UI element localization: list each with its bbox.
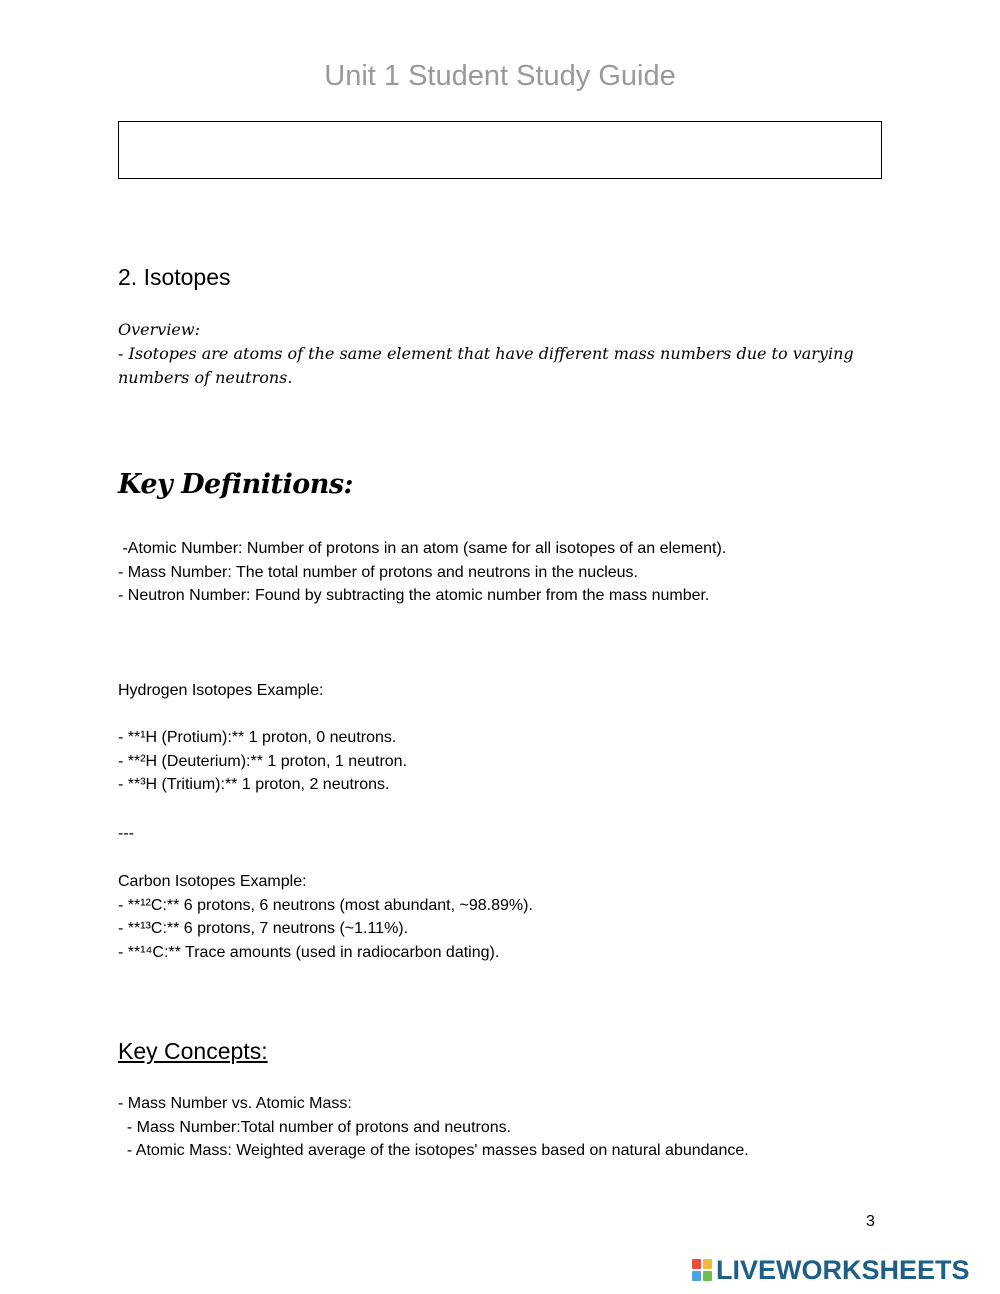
logo-tile [703, 1259, 712, 1269]
carbon-isotope-item: - **¹²C:** 6 protons, 6 neutrons (most abundant, ~98.89%). [118, 896, 533, 914]
concepts-list [118, 1092, 918, 1163]
answer-text-box[interactable] [118, 121, 882, 179]
concept-item: - Atomic Mass: Weighted average of the isotopes' masses based on natural abundance. [118, 1142, 749, 1160]
page-number: 3 [866, 1213, 875, 1230]
definition-item: - Neutron Number: Found by subtracting the atomic number from the mass number. [118, 587, 710, 605]
page-header-title: Unit 1 Student Study Guide [324, 60, 676, 92]
brand-wordmark: LIVEWORKSHEETS [716, 1254, 970, 1285]
separator-line [118, 822, 918, 846]
concept-item: - Mass Number vs. Atomic Mass: [118, 1095, 352, 1112]
key-definitions-heading: Key Definitions: [118, 469, 354, 500]
hydrogen-isotope-item: - **¹H (Protium):** 1 proton, 0 neutrons. [118, 729, 397, 747]
overview-block [118, 318, 878, 390]
key-concepts-heading: Key Concepts: [118, 1038, 268, 1064]
concept-item: - Mass Number:Total number of protons and neutrons. [118, 1118, 512, 1136]
liveworksheets-brand [692, 1254, 970, 1286]
carbon-isotope-item: - **¹³C:** 6 protons, 7 neutrons (~1.11%). [118, 920, 409, 938]
blank-line [118, 703, 918, 727]
section-heading: 2. Isotopes [118, 264, 231, 290]
carbon-example-title: Carbon Isotopes Example: [118, 873, 307, 890]
hydrogen-isotope-item: - **²H (Deuterium):** 1 proton, 1 neutron. [118, 752, 408, 770]
overview-line: - Isotopes are atoms of the same element that have different mass numbers due to varying [118, 344, 854, 363]
hydrogen-example-title: Hydrogen Isotopes Example: [118, 682, 324, 699]
definition-item: -Atomic Number: Number of protons in an atom (same for all isotopes of an element). [118, 540, 727, 557]
definition-item: - Mass Number: The total number of protons and neutrons in the nucleus. [118, 563, 638, 581]
overview-label: Overview: [118, 320, 200, 339]
hydrogen-example [118, 679, 918, 797]
carbon-isotope-item: - **¹⁴C:** Trace amounts (used in radiocarbon dating). [118, 943, 500, 961]
carbon-example [118, 870, 918, 964]
separator-text: --- [118, 825, 134, 842]
logo-tile [703, 1271, 712, 1281]
logo-tile [692, 1259, 701, 1269]
definitions-list [118, 537, 918, 608]
logo-tile [692, 1271, 701, 1281]
hydrogen-isotope-item: - **³H (Tritium):** 1 proton, 2 neutrons. [118, 776, 390, 794]
liveworksheets-logo-icon [692, 1259, 712, 1281]
overview-line: numbers of neutrons. [118, 368, 293, 387]
